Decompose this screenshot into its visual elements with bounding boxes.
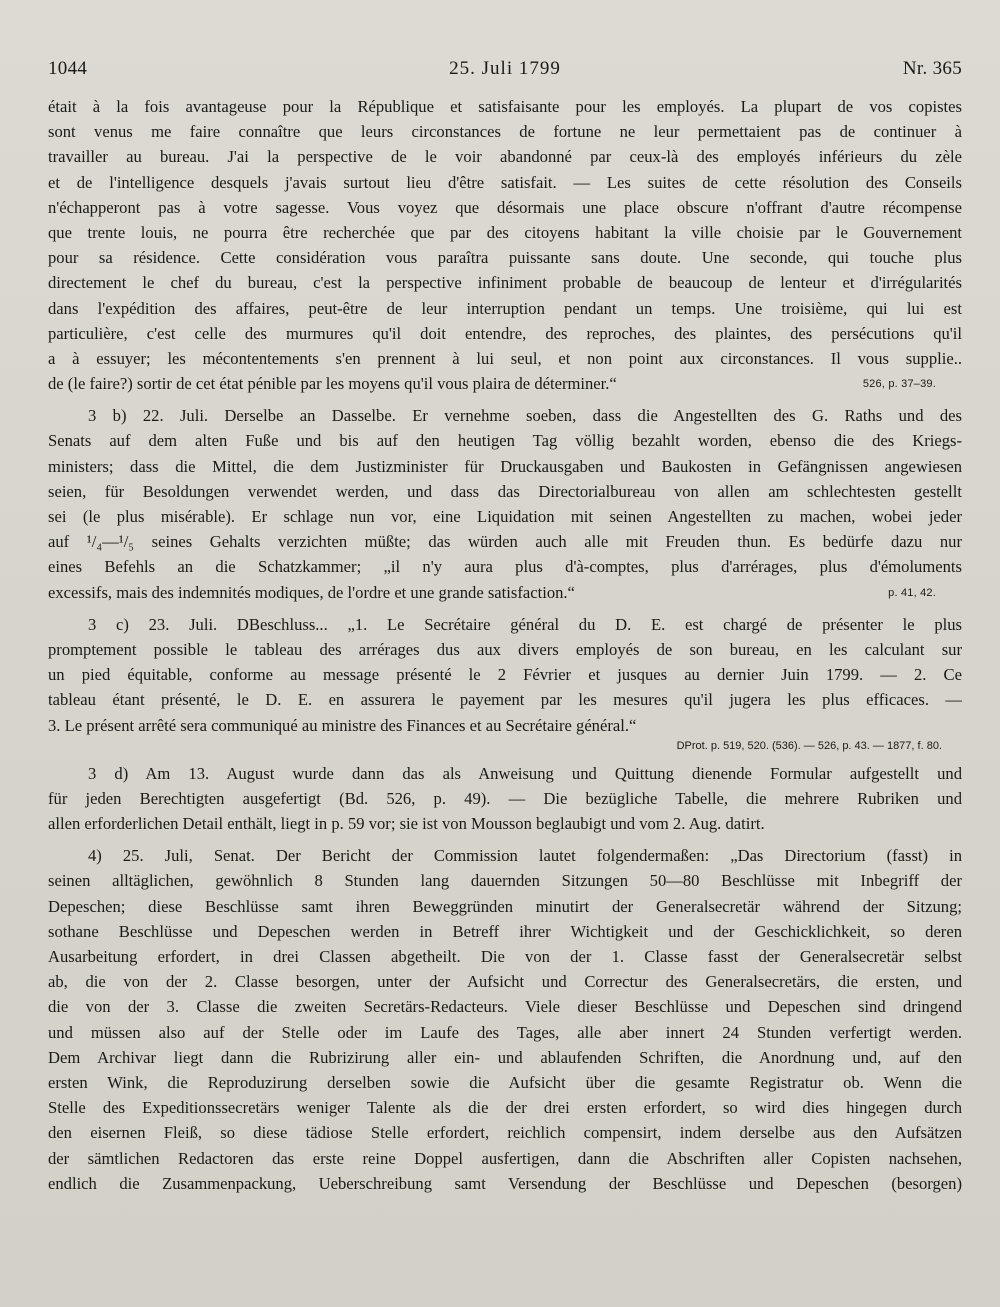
text-line (48, 994, 962, 1019)
text-line (48, 1020, 962, 1045)
line-text: n'échapperont pas à votre sagesse. Vous voyez que désormais une place obscure n'offrant d'autre récompense (48, 197, 962, 217)
text-line (48, 346, 962, 371)
line-text: était à la fois avantageuse pour la République et satisfaisante pour les employés. La plupart de vos copistes (48, 97, 962, 116)
source-reference: p. 41, 42. (888, 586, 936, 599)
line-text: Senats auf dem alten Fuße und bis auf den heutigen Tag völlig bezahlt worden, ebenso die des Kriegs- (48, 431, 962, 451)
text-line (48, 454, 962, 479)
line-text: pour sa résidence. Cette considération vous paraîtra puissante sans doute. Une seconde, qui touche plus (48, 248, 962, 268)
text-line (48, 969, 962, 994)
text-line (48, 371, 962, 396)
text-line (48, 245, 962, 270)
text-line (48, 843, 962, 868)
line-text: Depeschen; diese Beschlüsse samt ihren Beweggründen minutirt der Generalsecretär während der Sitzung; (48, 896, 962, 916)
line-text: ministers; dass die Mittel, die dem Justizminister für Druckausgaben und Baukosten in Gefängnissen angewiesen (48, 456, 962, 476)
document-number: Nr. 365 (902, 58, 962, 79)
line-text: un pied équitable, conforme au message présenté le 2 Février et jusques au dernier Juin 1799. — 2. Ce (48, 665, 962, 685)
line-text: 4) 25. Juli, Senat. Der Bericht der Commission lautet folgendermaßen: „Das Directorium (fasst) in (88, 846, 962, 866)
text-line (48, 554, 962, 579)
line-text: 3 c) 23. Juli. DBeschluss... „1. Le Secrétaire général du D. E. est chargé de présenter le plus (88, 614, 962, 634)
line-text: für jeden Berechtigten ausgefertigt (Bd. 526, p. 49). — Die bezügliche Tabelle, die mehrere Rubriken und (48, 788, 962, 808)
text-line (48, 580, 962, 605)
line-text: dans l'expédition des affaires, peut-être de leur interruption pendant un temps. Une troisième, qui lui est (48, 298, 962, 318)
text-line (48, 811, 962, 836)
text-line (48, 637, 962, 662)
text-line (48, 944, 962, 969)
text-line (48, 612, 962, 637)
text-line (48, 321, 962, 346)
text-line (48, 296, 962, 321)
paragraph (48, 94, 962, 396)
paragraph (48, 612, 962, 754)
line-text: travailler au bureau. J'ai la perspective de le voir abandonné par ceux-là des employés inférieurs du zèle (48, 147, 962, 167)
text-line (48, 713, 962, 738)
text-line (48, 687, 962, 712)
text-line (48, 403, 962, 428)
text-line (48, 428, 962, 453)
text-line (48, 119, 962, 144)
line-text: que trente louis, ne pourra être recherchée que par des citoyens habitant la ville choisie par le Gouvernement (48, 222, 962, 242)
line-text: endlich die Zusammenpackung, Ueberschreibung samt Versendung der Beschlüsse und Depeschen (besorgen) (48, 1173, 962, 1193)
line-text: den eisernen Fleiß, so diese tädiose Stelle erfordert, reichlich compensirt, indem derselbe aus den Aufsätzen (48, 1123, 962, 1143)
line-text: sothane Beschlüsse und Depeschen werden in Betreff ihrer Wichtigkeit und der Geschicklichkeit, so deren (48, 921, 962, 941)
line-text: particulière, c'est celle des murmures qu'il doit entendre, des reproches, des plaintes, des persécutions qu'il (48, 323, 962, 343)
page-number: 1044 (48, 58, 88, 79)
text-line (48, 662, 962, 687)
line-text: promptement possible le tableau des arrérages dus aux divers employés de son bureau, en les calculant sur (48, 639, 962, 659)
line-text: und müssen also auf der Stelle oder im Laufe des Tages, alle aber innert 24 Stunden verfertigt werden. (48, 1022, 962, 1042)
paragraph (48, 761, 962, 837)
text-line (48, 94, 962, 119)
source-reference: DProt. p. 519, 520. (536). — 526, p. 43. — 1877, f. 80. (676, 739, 942, 752)
page-body (48, 94, 962, 1196)
text-line (48, 1171, 962, 1196)
text-line (48, 270, 962, 295)
line-text: seien, für Besoldungen verwendet werden, und dass das Directorialbureau von allen am schlechtesten gestellt (48, 481, 962, 501)
line-text: Dem Archivar liegt dann die Rubrizirung aller ein- und ablaufenden Schriften, die Anordnung und, auf den (48, 1047, 962, 1067)
text-line (48, 529, 962, 554)
line-text: tableau étant présenté, le D. E. en assurera le payement par les mesures qu'il jugera les plus efficaces. — (48, 690, 962, 710)
text-line (48, 1146, 962, 1171)
line-text: 3 d) Am 13. August wurde dann das als Anweisung und Quittung dienende Formular aufgestellt und (88, 763, 962, 783)
line-text: ersten Wink, die Reproduzirung derselben sowie die Aufsicht über die gesamte Registratur ob. Wenn die (48, 1072, 962, 1092)
text-line (48, 504, 962, 529)
line-text: excessifs, mais des indemnités modiques, de l'ordre et une grande satisfaction.“ (48, 582, 575, 602)
header-date: 25. Juli 1799 (449, 58, 561, 79)
line-text: sont venus me faire connaître que leurs circonstances de fortune ne leur permettaient pas de continuer à (48, 122, 962, 142)
text-line (48, 1095, 962, 1120)
running-head (48, 58, 962, 84)
line-text: Stelle des Expeditionssecretärs weniger Talente als die der drei ersten erfordert, so wird dies hingegen durch (48, 1098, 962, 1118)
line-text: et de l'intelligence desquels j'avais surtout lieu d'être satisfait. — Les suites de cette résolution des Conseils (48, 172, 962, 192)
text-line (48, 894, 962, 919)
line-text: 3 b) 22. Juli. Derselbe an Dasselbe. Er vernehme soeben, dass die Angestellten des G. Raths und des (88, 406, 962, 426)
text-line (48, 195, 962, 220)
text-line (48, 761, 962, 786)
line-text: eines Befehls an die Schatzkammer; „il n'y aura plus d'à-comptes, plus d'arrérages, plus d'émoluments (48, 557, 962, 577)
line-text: Ausarbeitung erfordert, in drei Classen abgetheilt. Die von der 1. Classe fasst der Generalsecretär selbst (48, 947, 962, 966)
line-text: allen erforderlichen Detail enthält, liegt in p. 59 vor; sie ist von Mousson beglaubigt und vom 2. Aug. datirt. (48, 814, 765, 834)
text-line (48, 479, 962, 504)
line-text: ab, die von der 2. Classe besorgen, unter der Aufsicht und Correctur des Generalsecretärs, die ersten, und (48, 972, 962, 992)
line-text: de (le faire?) sortir de cet état pénible par les moyens qu'il vous plaira de déterminer.“ (48, 374, 617, 394)
text-line (48, 919, 962, 944)
line-text: der sämtlichen Redactoren das erste reine Doppel ausfertigen, dann die Abschriften aller Copisten nachsehen, (48, 1148, 962, 1168)
text-line (48, 220, 962, 245)
source-reference: 526, p. 37–39. (862, 378, 936, 391)
line-text: auf ¹/₄—¹/₅ seines Gehalts verzichten müßte; das würden auch alle mit Freuden thun. Es bedürfe dazu nur (48, 532, 962, 552)
paragraph (48, 403, 962, 605)
text-line (48, 170, 962, 195)
line-text: sei (le plus misérable). Er schlage nun vor, eine Liquidation mit seinen Angestellten zu machen, wobei jeder (48, 507, 962, 526)
line-text: a à essuyer; les mécontentements s'en prennent à lui seul, et non point aux circonstances. Il vous supplie.. (48, 348, 962, 368)
line-text: die von der 3. Classe die zweiten Secretärs-Redacteurs. Viele dieser Beschlüsse und Depeschen sind dringend (48, 997, 962, 1017)
text-line (48, 144, 962, 169)
text-line (48, 1070, 962, 1095)
text-line (48, 868, 962, 893)
text-line (48, 1045, 962, 1070)
line-text: 3. Le présent arrêté sera communiqué au ministre des Finances et au Secrétaire général.“ (48, 715, 637, 735)
line-text: directement le chef du bureau, c'est la perspective infiniment probable de beaucoup de lenteur et d'irrégularités (48, 273, 962, 293)
line-text: seinen alltäglichen, gewöhnlich 8 Stunden lang dauernden Sitzungen 50—80 Beschlüsse mit Inbegriff der (48, 871, 962, 891)
text-line (48, 1120, 962, 1145)
paragraph (48, 843, 962, 1196)
text-line (48, 786, 962, 811)
